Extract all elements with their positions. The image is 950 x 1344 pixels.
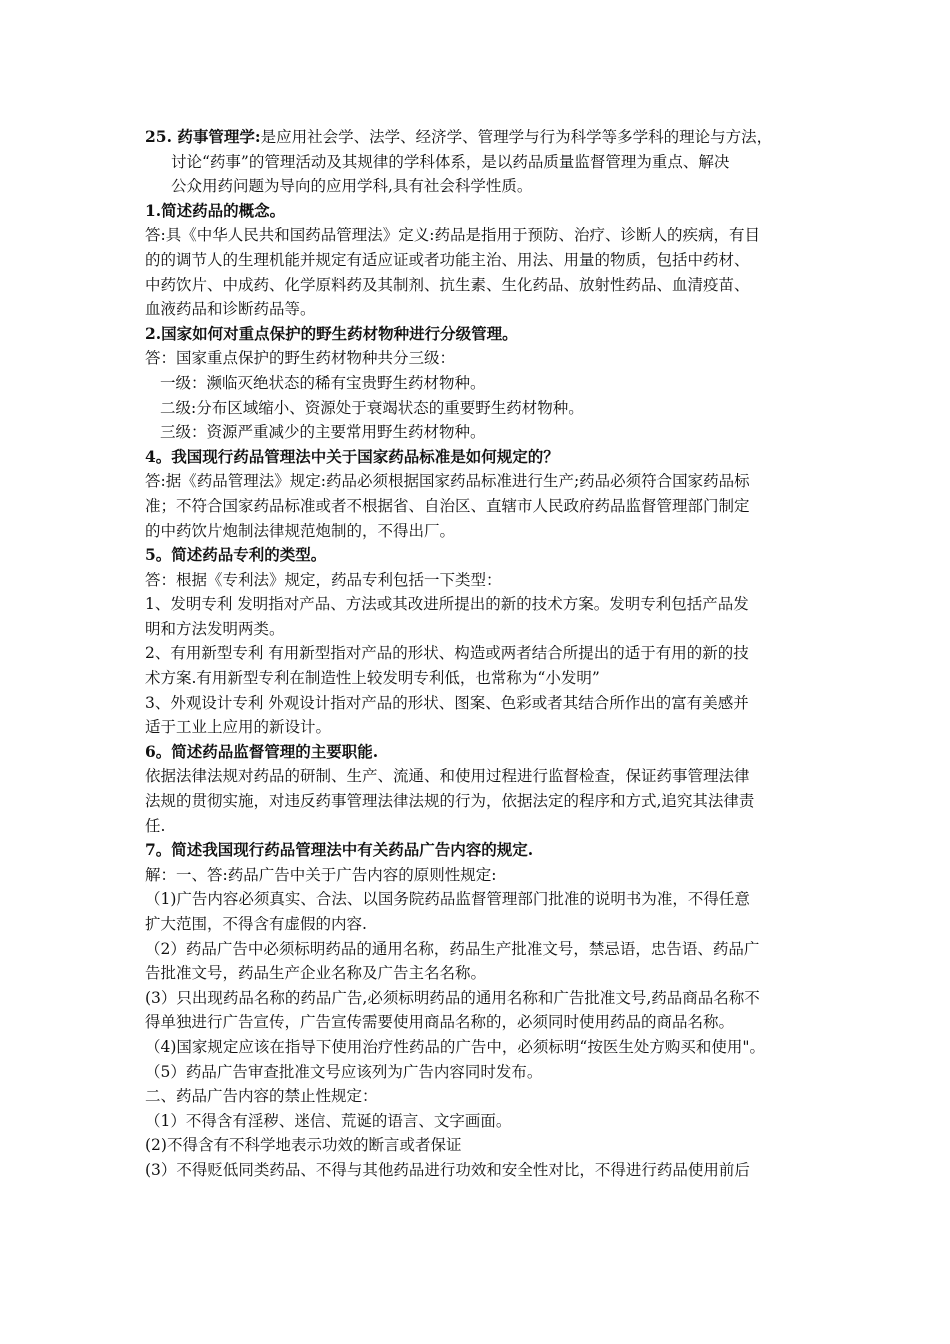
- answer-line: 中药饮片、中成药、化学原料药及其制剂、抗生素、生化药品、放射性药品、血清疫苗、: [145, 275, 750, 294]
- answer-line: 任.: [145, 816, 166, 835]
- answer-line: 1、发明专利 发明指对产品、方法或其改进所提出的新的技术方案。发明专利包括产品发: [145, 595, 749, 614]
- answer-line: (3）只出现药品名称的药品广告,必须标明药品的通用名称和广告批准文号,药品商品名称不: [145, 988, 760, 1007]
- answer-line: 告批准文号，药品生产企业名称及广告主名名称。: [145, 964, 487, 983]
- answer-line: 答：国家重点保护的野生药材物种共分三级：: [145, 349, 456, 368]
- question-heading: 7。简述我国现行药品管理法中有关药品广告内容的规定.: [145, 840, 534, 860]
- document-body: [145, 125, 813, 1183]
- answer-line: 血液药品和诊断药品等。: [145, 300, 316, 319]
- answer-line: （1)广告内容必须真实、合法、以国务院药品监督管理部门批准的说明书为准，不得任意: [145, 890, 750, 909]
- question-heading: 1.简述药品的概念。: [145, 200, 286, 220]
- grade-item: 三级：资源严重减少的主要常用野生药材物种。: [160, 423, 486, 442]
- answer-line: （5）药品广告审查批准文号应该列为广告内容同时发布。: [145, 1062, 543, 1081]
- answer-line: 的中药饮片炮制法律规范炮制的，不得出厂。: [145, 521, 456, 540]
- answer-line: 解：一、答:药品广告中关于广告内容的原则性规定:: [145, 865, 497, 884]
- answer-line: (2)不得含有不科学地表示功效的断言或者保证: [145, 1136, 462, 1155]
- answer-line: 明和方法发明两类。: [145, 619, 285, 638]
- grade-item: 二级:分布区域缩小、资源处于衰竭状态的重要野生药材物种。: [160, 398, 584, 417]
- grade-item: 一级：濒临灭绝状态的稀有宝贵野生药材物种。: [160, 373, 486, 392]
- answer-line: （4)国家规定应该在指导下使用治疗性药品的广告中，必须标明“按医生处方购买和使用"。: [145, 1037, 765, 1056]
- answer-line: 适于工业上应用的新设计。: [145, 718, 332, 737]
- question-heading: 6。简述药品监督管理的主要职能.: [145, 741, 379, 761]
- definition-continuation: 公众用药问题为导向的应用学科,具有社会科学性质。: [171, 177, 533, 196]
- question-heading: 5。简述药品专利的类型。: [145, 545, 327, 565]
- answer-line: 答:具《中华人民共和国药品管理法》定义:药品是指用于预防、治疗、诊断人的疾病，有目: [145, 226, 760, 245]
- answer-line: （1）不得含有淫秽、迷信、荒诞的语言、文字画面。: [145, 1111, 512, 1130]
- answer-line: 得单独进行广告宣传，广告宣传需要使用商品名称的，必须同时使用药品的商品名称。: [145, 1013, 735, 1032]
- answer-line: 法规的贯彻实施，对违反药事管理法律法规的行为，依据法定的程序和方式,追究其法律责: [145, 792, 755, 811]
- answer-line: 依据法律法规对药品的研制、生产、流通、和使用过程进行监督检查，保证药事管理法律: [145, 767, 750, 786]
- answer-line: 扩大范围，不得含有虚假的内容.: [145, 915, 367, 933]
- answer-line: 准；不符合国家药品标准或者不根据省、自治区、直辖市人民政府药品监督管理部门制定: [145, 496, 750, 515]
- question-heading: 2.国家如何对重点保护的野生药材物种进行分级管理。: [145, 323, 518, 343]
- definition-continuation: 讨论“药事”的管理活动及其规律的学科体系，是以药品质量监督管理为重点、解决: [171, 152, 730, 171]
- answer-line: 答:据《药品管理法》规定:药品必须根据国家药品标准进行生产;药品必须符合国家药品标: [145, 472, 750, 491]
- answer-line: 2、有用新型专利 有用新型指对产品的形状、构造或两者结合所提出的适于有用的新的技: [145, 644, 749, 663]
- definition-line: [145, 125, 813, 150]
- answer-line: 二、药品广告内容的禁止性规定：: [145, 1087, 378, 1106]
- answer-line: 答：根据《专利法》规定，药品专利包括一下类型：: [145, 570, 502, 589]
- answer-line: （2）药品广告中必须标明药品的通用名称，药品生产批准文号，禁忌语，忠告语、药品广: [145, 939, 760, 958]
- term-label: 25. 药事管理学:: [145, 127, 261, 146]
- term-definition: 是应用社会学、法学、经济学、管理学与行为科学等多学科的理论与方法，: [260, 128, 773, 146]
- answer-line: 术方案.有用新型专利在制造性上较发明专利低，也常称为“小发明”: [145, 669, 600, 688]
- answer-line: 3、外观设计专利 外观设计指对产品的形状、图案、色彩或者其结合所作出的富有美感并: [145, 693, 749, 712]
- answer-line: 的的调节人的生理机能并规定有适应证或者功能主治、用法、用量的物质，包括中药材、: [145, 250, 750, 269]
- question-heading: 4。我国现行药品管理法中关于国家药品标准是如何规定的？: [145, 446, 559, 466]
- answer-line: (3）不得贬低同类药品、不得与其他药品进行功效和安全性对比，不得进行药品使用前后: [145, 1160, 750, 1179]
